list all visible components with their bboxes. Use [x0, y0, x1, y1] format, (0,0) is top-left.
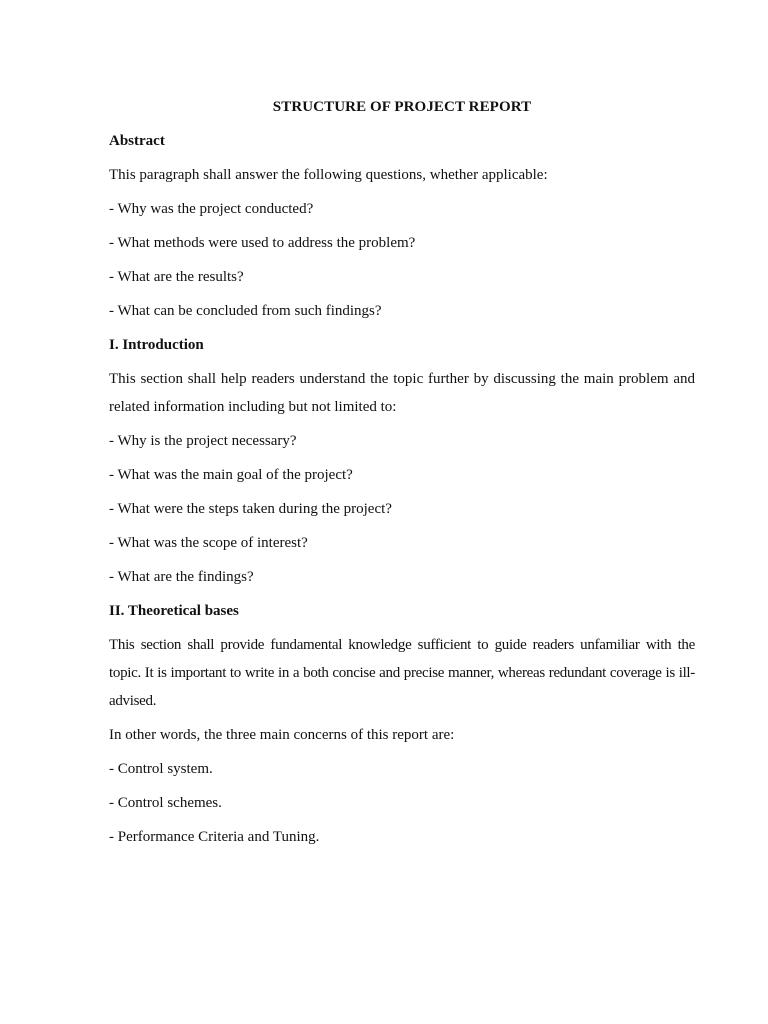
introduction-item: - What was the scope of interest?: [109, 535, 308, 551]
introduction-item: - Why is the project necessary?: [109, 433, 297, 449]
introduction-heading: I. Introduction: [109, 337, 204, 353]
introduction-item: - What were the steps taken during the project?: [109, 501, 392, 517]
document-page: [109, 93, 695, 857]
abstract-item: - What methods were used to address the problem?: [109, 235, 416, 251]
introduction-item: - What are the findings?: [109, 569, 254, 585]
theoretical-bases-item: - Control system.: [109, 761, 213, 777]
theoretical-bases-heading: II. Theoretical bases: [109, 603, 239, 619]
abstract-item: - Why was the project conducted?: [109, 201, 314, 217]
abstract-heading: Abstract: [109, 133, 165, 149]
introduction-intro: This section shall help readers understand the topic further by discussing the main problem and related information including but not limited to:: [109, 371, 695, 415]
theoretical-bases-intro: In other words, the three main concerns of this report are:: [109, 727, 455, 743]
theoretical-bases-item: - Performance Criteria and Tuning.: [109, 829, 320, 845]
abstract-item: - What are the results?: [109, 269, 244, 285]
abstract-item: - What can be concluded from such findings?: [109, 303, 382, 319]
abstract-intro: This paragraph shall answer the following questions, whether applicable:: [109, 167, 548, 183]
theoretical-bases-item: - Control schemes.: [109, 795, 222, 811]
document-title: STRUCTURE OF PROJECT REPORT: [272, 99, 532, 115]
theoretical-bases-paragraph: This section shall provide fundamental knowledge sufficient to guide readers unfamiliar with the topic. It is important to write in a both concise and precise manner, whereas redundant coverage is ill-advised.: [109, 637, 695, 709]
introduction-item: - What was the main goal of the project?: [109, 467, 353, 483]
